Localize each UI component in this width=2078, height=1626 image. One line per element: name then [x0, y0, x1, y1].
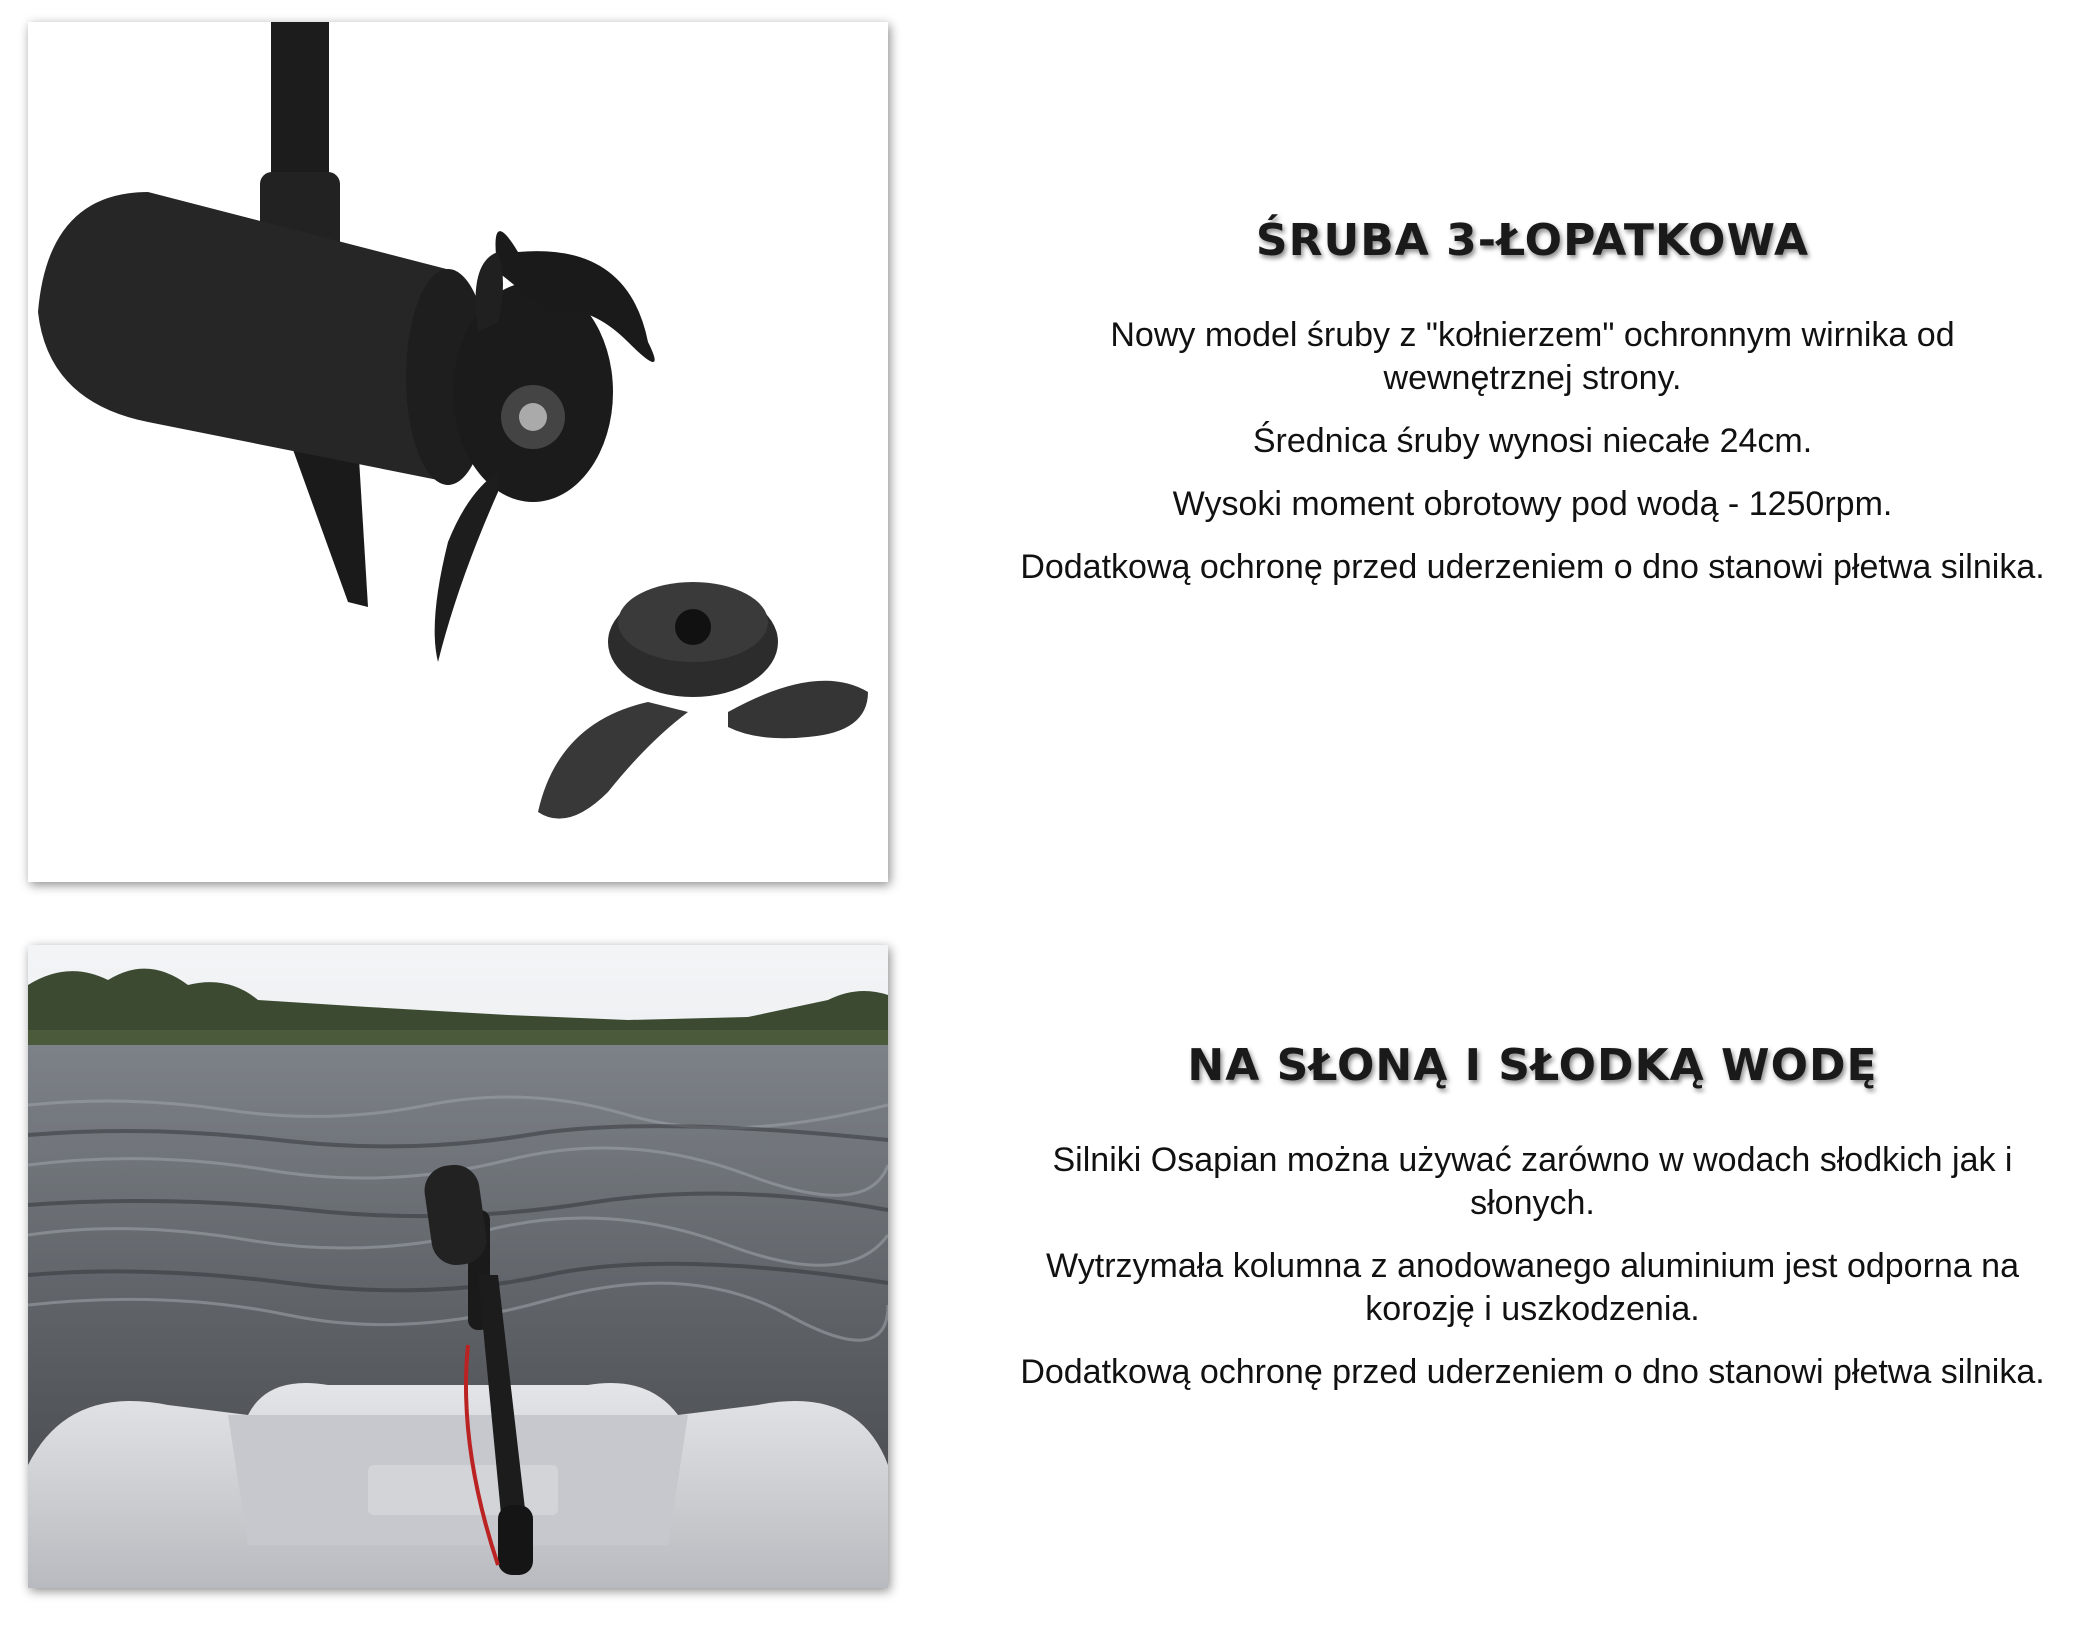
section-propeller [1000, 215, 2065, 609]
section-paragraph: Wysoki moment obrotowy pod wodą - 1250rpm. [1172, 485, 1893, 523]
section-paragraph: Dodatkową ochronę przed uderzeniem o dno stanowi płetwa silnika. [1020, 1353, 2045, 1391]
section-paragraph: Nowy model śruby z "kołnierzem" ochronnym wirnika od wewnętrznej strony. [1110, 316, 1955, 397]
boat-lake-illustration [28, 945, 888, 1588]
section-heading: ŚRUBA 3-ŁOPATKOWA [1255, 215, 1810, 266]
section-paragraph: Wytrzymała kolumna z anodowanego aluminium jest odporna na korozję i uszkodzenia. [1046, 1247, 2019, 1328]
boat-lake-photo [28, 945, 888, 1588]
section-paragraph: Średnica śruby wynosi niecałe 24cm. [1252, 422, 1813, 460]
section-paragraph: Silniki Osapian można używać zarówno w wodach słodkich jak i słonych. [1052, 1141, 2013, 1222]
section-heading: NA SŁONĄ I SŁODKĄ WODĘ [1187, 1040, 1878, 1091]
propeller-illustration [28, 22, 888, 882]
propeller-photo [28, 22, 888, 882]
section-paragraph: Dodatkową ochronę przed uderzeniem o dno stanowi płetwa silnika. [1020, 548, 2045, 586]
section-water [1000, 1040, 2065, 1414]
